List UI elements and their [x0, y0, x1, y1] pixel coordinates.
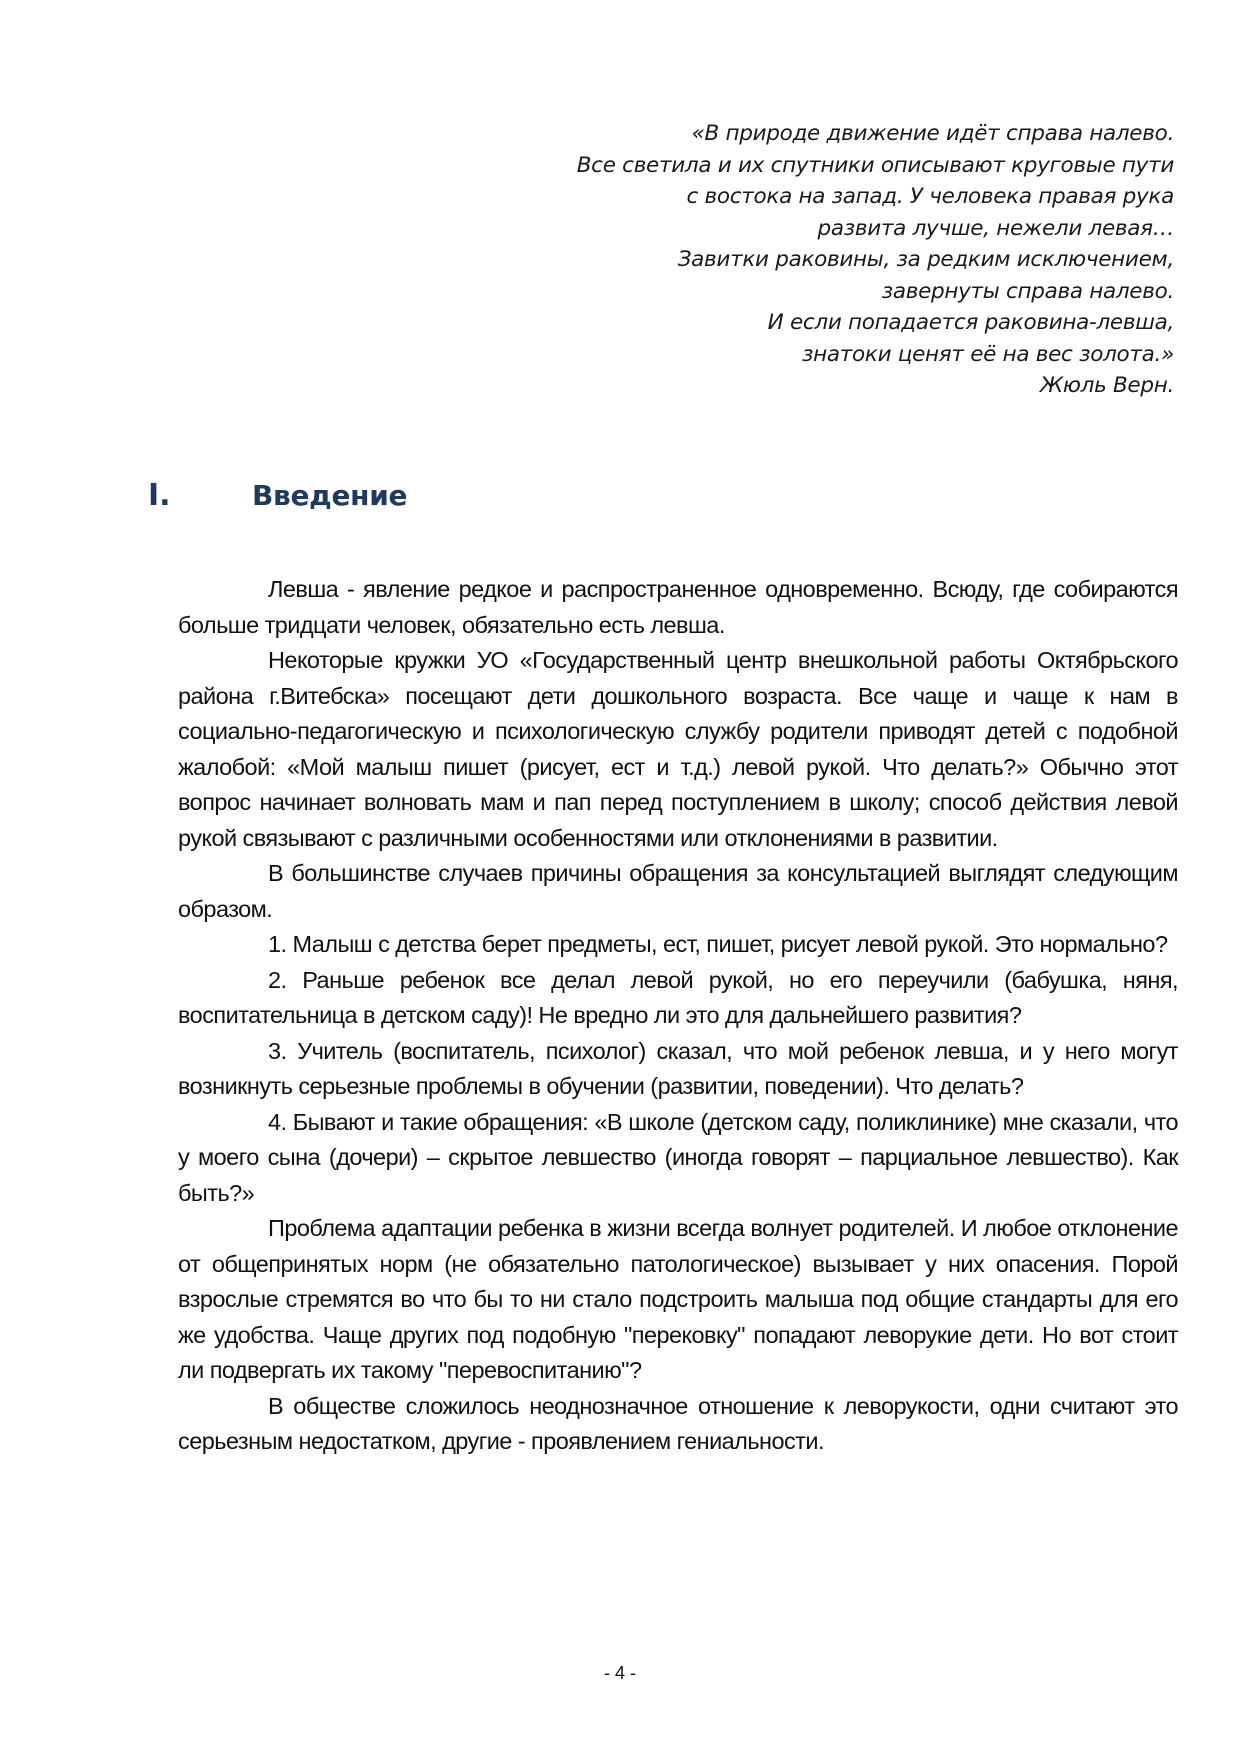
list-item: 1. Малыш с детства берет предметы, ест, пишет, рисует левой рукой. Это нормально? [268, 931, 1168, 957]
epigraph-line: развита лучше, нежели левая… [817, 215, 1174, 241]
section-number: I. [148, 478, 171, 513]
list-item: 3. Учитель (воспитатель, психолог) сказал, что мой ребенок левша, и у него могут возникнуть серьезные проблемы в обучении (развитии, поведении). Что делать? [178, 1037, 1178, 1099]
section-title: Введение [252, 479, 408, 512]
list-item: 4. Бывают и такие обращения: «В школе (детском саду, поликлинике) мне сказали, что у моего сына (дочери) – скрытое левшество (иногда говорят – парциальное левшество). Как быть?» [178, 1108, 1178, 1206]
paragraph: В большинстве случаев причины обращения за консультацией выглядят следующим образом. [178, 860, 1178, 922]
paragraph: Левша - явление редкое и распространенное одновременно. Всюду, где собираются больше тридцати человек, обязательно есть левша. [178, 576, 1178, 638]
paragraph: В обществе сложилось неоднозначное отношение к леворукости, одни считают это серьезным недостатком, другие - проявлением гениальности. [178, 1392, 1178, 1454]
epigraph-author: Жюль Верн. [1039, 373, 1174, 398]
epigraph-line: завернуты справа налево. [881, 278, 1174, 304]
epigraph-line: знатоки ценят её на вес золота.» [802, 341, 1174, 367]
body-text [178, 572, 1178, 1460]
paragraph: Некоторые кружки УО «Государственный центр внешкольной работы Октябрьского района г.Витебска» посещают дети дошкольного возраста. Все чаще и чаще к нам в социально-педагогическую и психологическую службу родители приводят детей с подобной жалобой: «Мой малыш пишет (рисует, ест и т.д.) левой рукой. Что делать?» Обычно этот вопрос начинает волновать мам и пап перед поступлением в школу; способ действия левой рукой связывают с различными особенностями или отклонениями в развитии. [178, 647, 1178, 851]
list-item: 2. Раньше ребенок все делал левой рукой, но его переучили (бабушка, няня, воспитательница в детском саду)! Не вредно ли это для дальнейшего развития? [178, 966, 1178, 1028]
epigraph-line: Завитки раковины, за редким исключением, [677, 247, 1174, 272]
epigraph-line: И если попадается раковина-левша, [767, 310, 1174, 335]
epigraph-line: Все светила и их спутники описывают круговые пути [576, 152, 1174, 178]
section-heading [148, 478, 407, 513]
paragraph: Проблема адаптации ребенка в жизни всегда волнует родителей. И любое отклонение от общепринятых норм (не обязательно патологическое) вызывает у них опасения. Порой взрослые стремятся во что бы то ни стало подстроить малыша под общие стандарты для его же удобства. Чаще других под подобную "перековку" попадают леворукие дети. Но вот стоит ли подвергать их такому "перевоспитанию"? [178, 1215, 1178, 1383]
epigraph-quote [274, 118, 1174, 402]
epigraph-line: с востока на запад. У человека правая рука [686, 184, 1174, 209]
page-number: - 4 - [603, 1663, 636, 1683]
epigraph-line: «В природе движение идёт справа налево. [691, 121, 1174, 146]
